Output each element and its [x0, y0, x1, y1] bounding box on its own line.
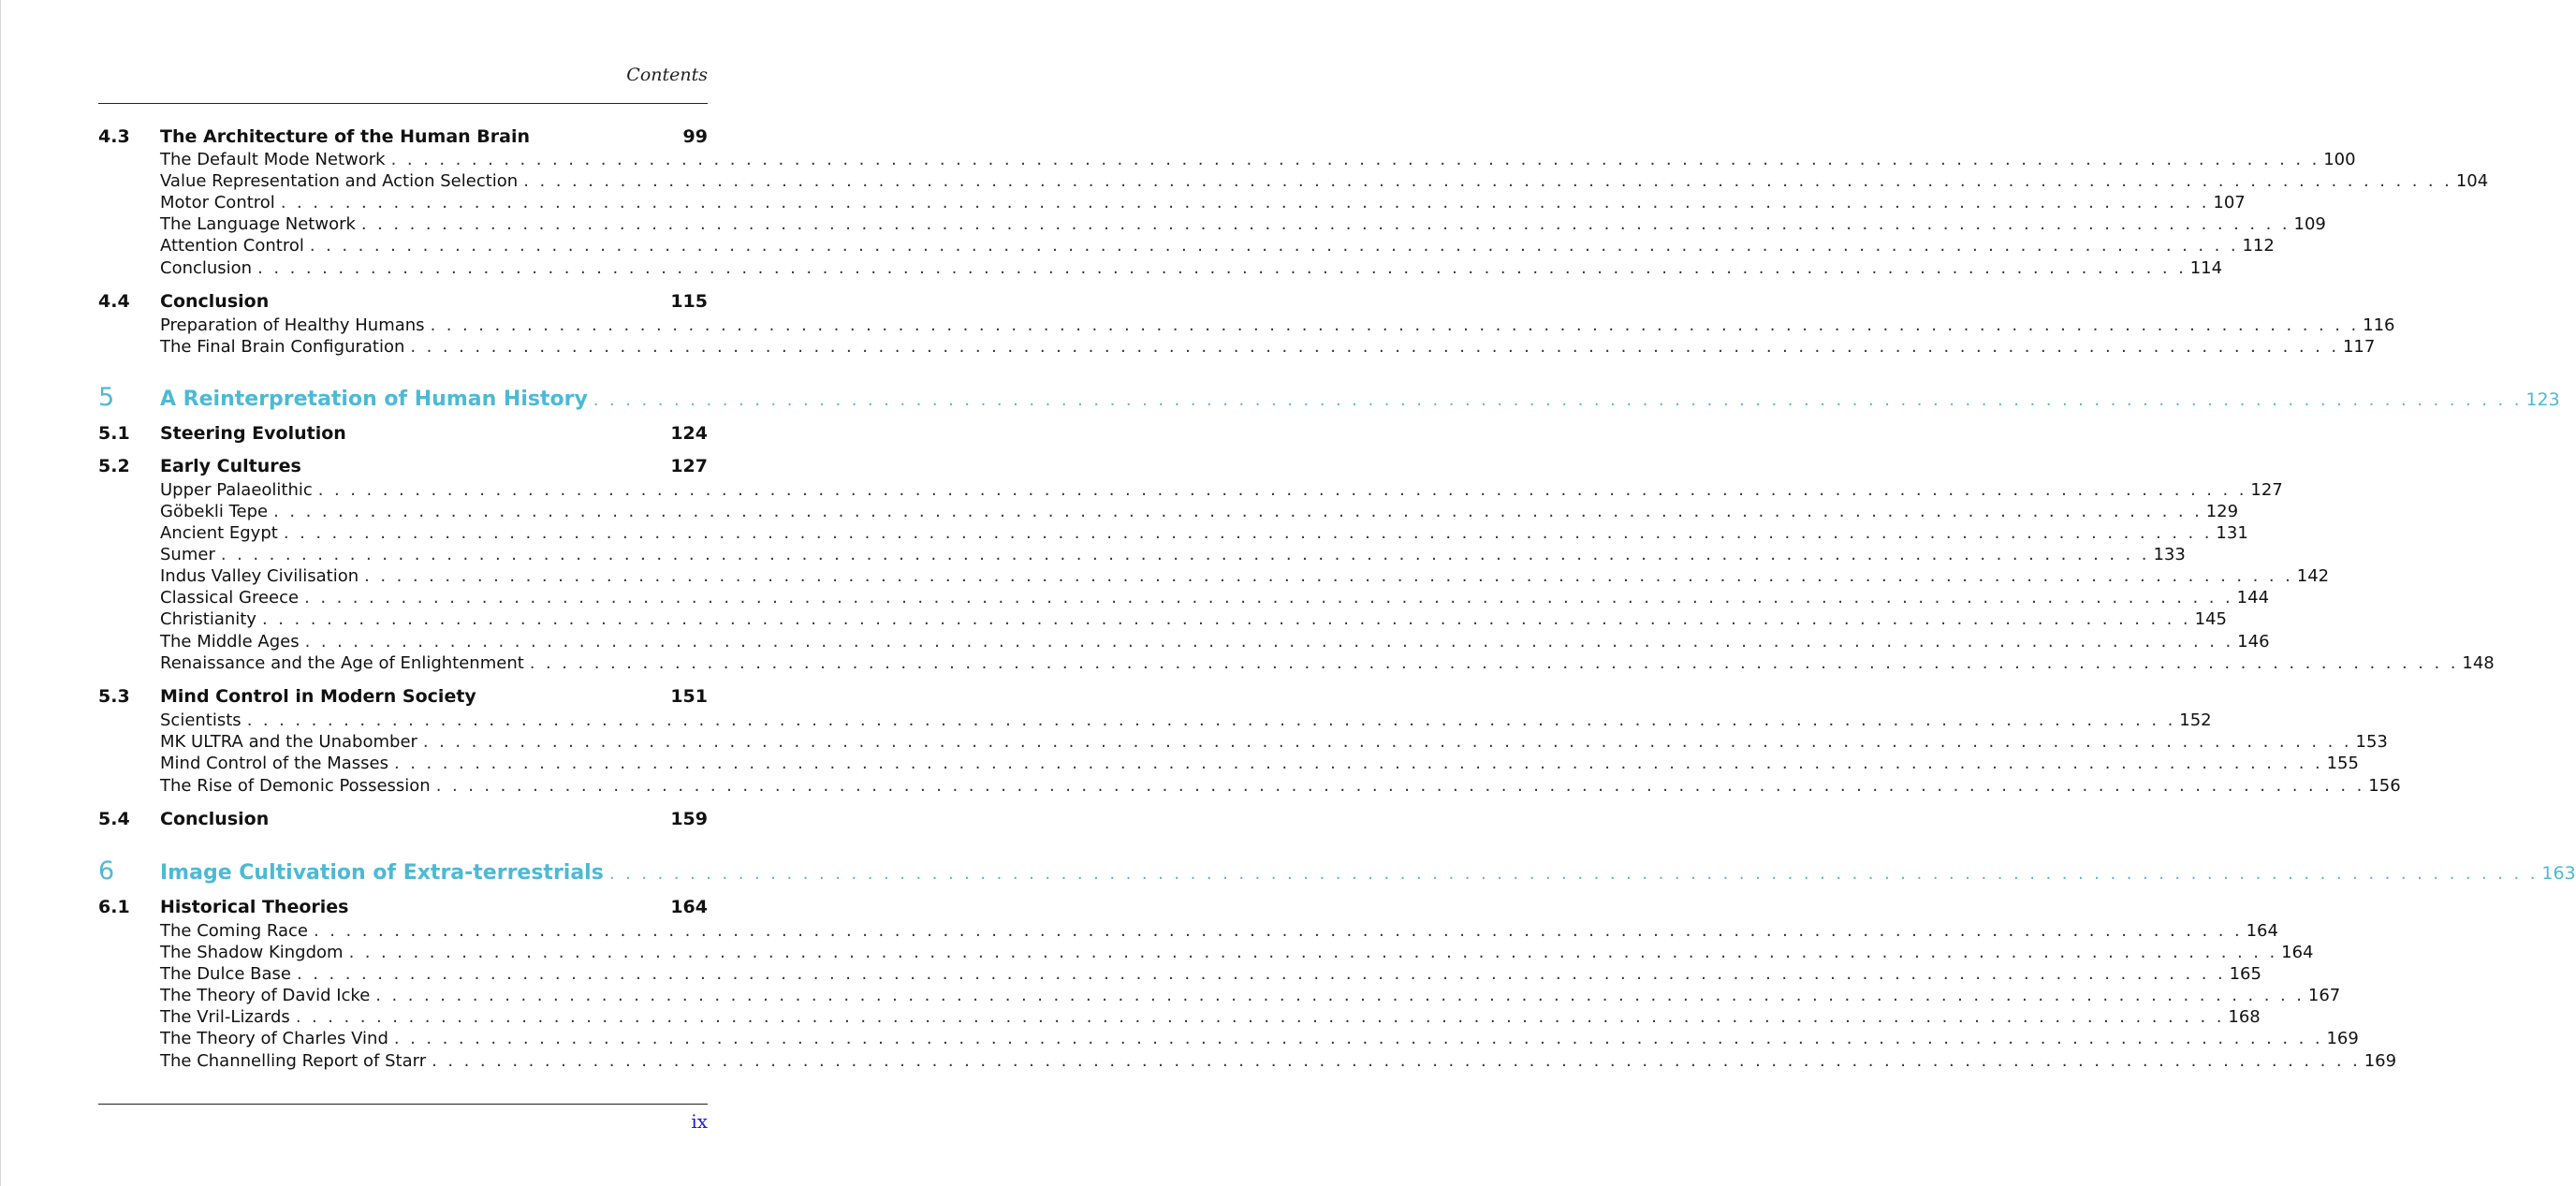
toc-sub-entry[interactable] [98, 632, 2270, 652]
entry-page-number: 123 [2525, 389, 2560, 410]
toc-sub-entry[interactable] [98, 150, 2356, 170]
entry-page-number: 133 [2153, 545, 2186, 564]
entry-title: Mind Control of the Masses [160, 754, 388, 773]
entry-page-number: 145 [2194, 609, 2227, 629]
toc-section-entry[interactable] [98, 455, 708, 477]
toc-chapter-entry[interactable] [98, 383, 2560, 412]
entry-page-number: 155 [2326, 754, 2359, 773]
entry-page-number: 116 [2363, 315, 2395, 335]
entry-title: The Vril-Lizards [160, 1007, 290, 1027]
entry-page-number: 159 [670, 809, 708, 829]
entry-page-number: 100 [2323, 150, 2356, 169]
dot-leader: . . . . . . . . . . . . . . . . . . . . . . . . . . . . . . . . . . . . . . . . . . . . . . . . . . . . . . . . . . . . . . . . . . . . . . . . . . . . . . . . . . . . . . . . . . . . . . . . . . . . . . . . . . . . . . . . . . . . . . . . [220, 545, 2150, 564]
entry-page-number: 163 [2541, 863, 2576, 884]
table-of-contents [1, 0, 2576, 1186]
toc-sub-entry[interactable] [98, 258, 2223, 279]
toc-sub-entry[interactable] [98, 964, 2261, 985]
dot-leader: . . . . . . . . . . . . . . . . . . . . . . . . . . . . . . . . . . . . . . . . . . . . . . . . . . . . . . . . . . . . . . . . . . . . . . . . . . . . . . . . . . . . . . . . . . . . . . . . . . . . . . . . . . . . . . . . . . . . . . . . [295, 1007, 2225, 1027]
entry-title: A Reinterpretation of Human History [160, 388, 588, 411]
entry-number: 5.1 [98, 423, 130, 444]
entry-page-number: 115 [670, 291, 708, 312]
entry-page-number: 117 [2342, 337, 2376, 357]
entry-title: Early Cultures [160, 456, 301, 476]
toc-sub-entry[interactable] [98, 1007, 2261, 1028]
dot-leader: . . . . . . . . . . . . . . . . . . . . . . . . . . . . . . . . . . . . . . . . . . . . . . . . . . . . . . . . . . . . . . . . . . . . . . . . . . . . . . . . . . . . . . . . . . . . . . . . . . . . . . . . . . . . . . . . . . . . . . . . [593, 390, 2523, 410]
entry-number: 4.4 [98, 291, 130, 312]
dot-leader: . . . . . . . . . . . . . . . . . . . . . . . . . . . . . . . . . . . . . . . . . . . . . . . . . . . . . . . . . . . . . . . . . . . . . . . . . . . . . . . . . . . . . . . . . . . . . . . . . . . . . . . . . . . . . . . . . . . . . . . . [435, 776, 2365, 796]
entry-title: Indus Valley Civilisation [160, 566, 359, 586]
entry-title: Göbekli Tepe [160, 502, 269, 521]
dot-leader: . . . . . . . . . . . . . . . . . . . . . . . . . . . . . . . . . . . . . . . . . . . . . . . . . . . . . . . . . . . . . . . . . . . . . . . . . . . . . . . . . . . . . . . . . . . . . . . . . . . . . . . . . . . . . . . . . . . . . . . . [257, 258, 2187, 278]
entry-title: The Dulce Base [160, 964, 291, 984]
toc-sub-entry[interactable] [98, 337, 2376, 358]
toc-sub-entry[interactable] [98, 943, 2314, 963]
dot-leader: . . . . . . . . . . . . . . . . . . . . . . . . . . . . . . . . . . . . . . . . . . . . . . . . . . . . . . . . . . . . . . . . . . . . . . . . . . . . . . . . . . . . . . . . . . . . . . . . . . . . . . . . . . . . . . . . . . . . . . . . [304, 588, 2233, 608]
entry-number: 6 [98, 857, 115, 886]
entry-page-number: 124 [670, 423, 708, 444]
entry-page-number: 167 [2307, 986, 2341, 1005]
entry-title: Renaissance and the Age of Enlightenment [160, 653, 524, 673]
entry-title: MK ULTRA and the Unabomber [160, 732, 417, 752]
entry-title: Conclusion [160, 291, 270, 312]
entry-title: Conclusion [160, 809, 270, 829]
entry-page-number: 148 [2462, 653, 2495, 673]
entry-title: The Coming Race [160, 921, 308, 941]
dot-leader: . . . . . . . . . . . . . . . . . . . . . . . . . . . . . . . . . . . . . . . . . . . . . . . . . . . . . . . . . . . . . . . . . . . . . . . . . . . . . . . . . . . . . . . . . . . . . . . . . . . . . . . . . . . . . . . . . . . . . . . . [523, 171, 2452, 191]
toc-section-entry[interactable] [98, 896, 708, 918]
toc-sub-entry[interactable] [98, 545, 2186, 565]
entry-page-number: 129 [2205, 502, 2239, 521]
toc-sub-entry[interactable] [98, 523, 2248, 544]
entry-title: Upper Palaeolithic [160, 480, 313, 500]
dot-leader: . . . . . . . . . . . . . . . . . . . . . . . . . . . . . . . . . . . . . . . . . . . . . . . . . . . . . . . . . . . . . . . . . . . . . . . . . . . . . . . . . . . . . . . . . . . . . . . . . . . . . . . . . . . . . . . . . . . . . . . . [304, 632, 2234, 652]
entry-page-number: 127 [670, 456, 708, 476]
entry-page-number: 144 [2236, 588, 2270, 608]
dot-leader: . . . . . . . . . . . . . . . . . . . . . . . . . . . . . . . . . . . . . . . . . . . . . . . . . . . . . . . . . . . . . . . . . . . . . . . . . . . . . . . . . . . . . . . . . . . . . . . . . . . . . . . . . . . . . . . . . . . . . . . . [432, 1051, 2361, 1071]
toc-sub-entry[interactable] [98, 609, 2227, 630]
toc-sub-entry[interactable] [98, 214, 2326, 235]
entry-title: The Middle Ages [160, 632, 300, 652]
entry-page-number: 146 [2237, 632, 2270, 652]
entry-page-number: 127 [2250, 480, 2283, 500]
toc-sub-entry[interactable] [98, 588, 2270, 608]
dot-leader: . . . . . . . . . . . . . . . . . . . . . . . . . . . . . . . . . . . . . . . . . . . . . . . . . . . . . . . . . . . . . . . . . . . . . . . . . . . . . . . . . . . . . . . . . . . . . . . . . . . . . . . . . . . . . . . . . . . . . . . . [283, 523, 2213, 543]
dot-leader: . . . . . . . . . . . . . . . . . . . . . . . . . . . . . . . . . . . . . . . . . . . . . . . . . . . . . . . . . . . . . . . . . . . . . . . . . . . . . . . . . . . . . . . . . . . . . . . . . . . . . . . . . . . . . . . . . . . . . . . . [430, 315, 2360, 335]
entry-title: Classical Greece [160, 588, 300, 608]
toc-sub-entry[interactable] [98, 236, 2275, 256]
entry-title: Steering Evolution [160, 423, 346, 444]
entry-number: 4.3 [98, 126, 130, 147]
entry-title: The Shadow Kingdom [160, 943, 344, 962]
entry-number: 5 [98, 383, 115, 412]
entry-title: The Rise of Demonic Possession [160, 776, 431, 796]
entry-title: The Theory of David Icke [160, 986, 371, 1005]
entry-page-number: 131 [2216, 523, 2248, 543]
toc-sub-entry[interactable] [98, 653, 2495, 674]
entry-page-number: 109 [2293, 214, 2326, 234]
entry-title: The Architecture of the Human Brain [160, 126, 531, 147]
entry-title: Sumer [160, 545, 215, 564]
dot-leader: . . . . . . . . . . . . . . . . . . . . . . . . . . . . . . . . . . . . . . . . . . . . . . . . . . . . . . . . . . . . . . . . . . . . . . . . . . . . . . . . . . . . . . . . . . . . . . . . . . . . . . . . . . . . . . . . . . . . . . . . [273, 502, 2203, 521]
dot-leader: . . . . . . . . . . . . . . . . . . . . . . . . . . . . . . . . . . . . . . . . . . . . . . . . . . . . . . . . . . . . . . . . . . . . . . . . . . . . . . . . . . . . . . . . . . . . . . . . . . . . . . . . . . . . . . . . . . . . . . . . [313, 921, 2243, 941]
toc-section-entry[interactable] [98, 290, 708, 313]
entry-title: Motor Control [160, 193, 275, 212]
entry-title: Scientists [160, 710, 242, 730]
toc-chapter-entry[interactable] [98, 857, 2576, 886]
toc-sub-entry[interactable] [98, 502, 2239, 522]
entry-page-number: 164 [670, 897, 708, 917]
toc-sub-entry[interactable] [98, 754, 2359, 774]
entry-title: The Channelling Report of Starr [160, 1051, 427, 1071]
entry-page-number: 153 [2355, 732, 2388, 752]
entry-page-number: 142 [2296, 566, 2330, 586]
entry-page-number: 169 [2326, 1029, 2359, 1048]
entry-title: The Default Mode Network [160, 150, 386, 169]
dot-leader: . . . . . . . . . . . . . . . . . . . . . . . . . . . . . . . . . . . . . . . . . . . . . . . . . . . . . . . . . . . . . . . . . . . . . . . . . . . . . . . . . . . . . . . . . . . . . . . . . . . . . . . . . . . . . . . . . . . . . . . . [297, 964, 2226, 984]
dot-leader: . . . . . . . . . . . . . . . . . . . . . . . . . . . . . . . . . . . . . . . . . . . . . . . . . . . . . . . . . . . . . . . . . . . . . . . . . . . . . . . . . . . . . . . . . . . . . . . . . . . . . . . . . . . . . . . . . . . . . . . . [608, 864, 2539, 884]
footer-rule [98, 1104, 708, 1105]
entry-title: The Language Network [160, 214, 356, 234]
entry-title: Ancient Egypt [160, 523, 278, 543]
entry-title: Christianity [160, 609, 256, 629]
dot-leader: . . . . . . . . . . . . . . . . . . . . . . . . . . . . . . . . . . . . . . . . . . . . . . . . . . . . . . . . . . . . . . . . . . . . . . . . . . . . . . . . . . . . . . . . . . . . . . . . . . . . . . . . . . . . . . . . . . . . . . . . [529, 653, 2459, 673]
entry-page-number: 151 [670, 686, 708, 707]
toc-section-entry[interactable] [98, 808, 708, 830]
dot-leader: . . . . . . . . . . . . . . . . . . . . . . . . . . . . . . . . . . . . . . . . . . . . . . . . . . . . . . . . . . . . . . . . . . . . . . . . . . . . . . . . . . . . . . . . . . . . . . . . . . . . . . . . . . . . . . . . . . . . . . . . [246, 710, 2176, 730]
entry-title: The Theory of Charles Vind [160, 1029, 388, 1048]
entry-title: Conclusion [160, 258, 253, 278]
dot-leader: . . . . . . . . . . . . . . . . . . . . . . . . . . . . . . . . . . . . . . . . . . . . . . . . . . . . . . . . . . . . . . . . . . . . . . . . . . . . . . . . . . . . . . . . . . . . . . . . . . . . . . . . . . . . . . . . . . . . . . . . [317, 480, 2247, 500]
entry-page-number: 112 [2242, 236, 2275, 256]
toc-sub-entry[interactable] [98, 710, 2212, 731]
toc-sub-entry[interactable] [98, 480, 2283, 501]
toc-section-entry[interactable] [98, 125, 708, 148]
dot-leader: . . . . . . . . . . . . . . . . . . . . . . . . . . . . . . . . . . . . . . . . . . . . . . . . . . . . . . . . . . . . . . . . . . . . . . . . . . . . . . . . . . . . . . . . . . . . . . . . . . . . . . . . . . . . . . . . . . . . . . . . [280, 193, 2210, 212]
entry-page-number: 168 [2228, 1007, 2261, 1027]
toc-sub-entry[interactable] [98, 986, 2341, 1006]
toc-sub-entry[interactable] [98, 171, 2489, 192]
entry-page-number: 169 [2364, 1051, 2397, 1071]
dot-leader: . . . . . . . . . . . . . . . . . . . . . . . . . . . . . . . . . . . . . . . . . . . . . . . . . . . . . . . . . . . . . . . . . . . . . . . . . . . . . . . . . . . . . . . . . . . . . . . . . . . . . . . . . . . . . . . . . . . . . . . . [390, 150, 2320, 169]
entry-number: 5.3 [98, 686, 130, 707]
entry-title: Mind Control in Modern Society [160, 686, 476, 707]
dot-leader: . . . . . . . . . . . . . . . . . . . . . . . . . . . . . . . . . . . . . . . . . . . . . . . . . . . . . . . . . . . . . . . . . . . . . . . . . . . . . . . . . . . . . . . . . . . . . . . . . . . . . . . . . . . . . . . . . . . . . . . . [410, 337, 2339, 357]
toc-sub-entry[interactable] [98, 921, 2278, 942]
page-number: ix [691, 1110, 708, 1133]
entry-title: Preparation of Healthy Humans [160, 315, 425, 335]
dot-leader: . . . . . . . . . . . . . . . . . . . . . . . . . . . . . . . . . . . . . . . . . . . . . . . . . . . . . . . . . . . . . . . . . . . . . . . . . . . . . . . . . . . . . . . . . . . . . . . . . . . . . . . . . . . . . . . . . . . . . . . . [261, 609, 2191, 629]
dot-leader: . . . . . . . . . . . . . . . . . . . . . . . . . . . . . . . . . . . . . . . . . . . . . . . . . . . . . . . . . . . . . . . . . . . . . . . . . . . . . . . . . . . . . . . . . . . . . . . . . . . . . . . . . . . . . . . . . . . . . . . . [348, 943, 2278, 962]
entry-title: Historical Theories [160, 897, 349, 917]
entry-page-number: 164 [2281, 943, 2314, 962]
toc-sub-entry[interactable] [98, 193, 2246, 213]
entry-number: 6.1 [98, 897, 130, 917]
toc-sub-entry[interactable] [98, 732, 2388, 753]
toc-section-entry[interactable] [98, 685, 708, 708]
dot-leader: . . . . . . . . . . . . . . . . . . . . . . . . . . . . . . . . . . . . . . . . . . . . . . . . . . . . . . . . . . . . . . . . . . . . . . . . . . . . . . . . . . . . . . . . . . . . . . . . . . . . . . . . . . . . . . . . . . . . . . . . [375, 986, 2305, 1005]
dot-leader: . . . . . . . . . . . . . . . . . . . . . . . . . . . . . . . . . . . . . . . . . . . . . . . . . . . . . . . . . . . . . . . . . . . . . . . . . . . . . . . . . . . . . . . . . . . . . . . . . . . . . . . . . . . . . . . . . . . . . . . . [360, 214, 2291, 234]
dot-leader: . . . . . . . . . . . . . . . . . . . . . . . . . . . . . . . . . . . . . . . . . . . . . . . . . . . . . . . . . . . . . . . . . . . . . . . . . . . . . . . . . . . . . . . . . . . . . . . . . . . . . . . . . . . . . . . . . . . . . . . . [422, 732, 2352, 752]
toc-sub-entry[interactable] [98, 1051, 2397, 1072]
entry-page-number: 99 [682, 126, 708, 147]
dot-leader: . . . . . . . . . . . . . . . . . . . . . . . . . . . . . . . . . . . . . . . . . . . . . . . . . . . . . . . . . . . . . . . . . . . . . . . . . . . . . . . . . . . . . . . . . . . . . . . . . . . . . . . . . . . . . . . . . . . . . . . . [393, 754, 2323, 773]
entry-title: The Final Brain Configuration [160, 337, 405, 357]
entry-title: Attention Control [160, 236, 304, 256]
entry-page-number: 164 [2246, 921, 2278, 941]
entry-title: Value Representation and Action Selection [160, 171, 519, 191]
entry-title: Image Cultivation of Extra-terrestrials [160, 861, 604, 885]
entry-page-number: 165 [2229, 964, 2261, 984]
toc-sub-entry[interactable] [98, 315, 2395, 336]
dot-leader: . . . . . . . . . . . . . . . . . . . . . . . . . . . . . . . . . . . . . . . . . . . . . . . . . . . . . . . . . . . . . . . . . . . . . . . . . . . . . . . . . . . . . . . . . . . . . . . . . . . . . . . . . . . . . . . . . . . . . . . . [393, 1029, 2323, 1048]
entry-number: 5.2 [98, 456, 130, 476]
dot-leader: . . . . . . . . . . . . . . . . . . . . . . . . . . . . . . . . . . . . . . . . . . . . . . . . . . . . . . . . . . . . . . . . . . . . . . . . . . . . . . . . . . . . . . . . . . . . . . . . . . . . . . . . . . . . . . . . . . . . . . . . [309, 236, 2239, 256]
entry-number: 5.4 [98, 809, 130, 829]
toc-sub-entry[interactable] [98, 1029, 2359, 1049]
dot-leader: . . . . . . . . . . . . . . . . . . . . . . . . . . . . . . . . . . . . . . . . . . . . . . . . . . . . . . . . . . . . . . . . . . . . . . . . . . . . . . . . . . . . . . . . . . . . . . . . . . . . . . . . . . . . . . . . . . . . . . . . [364, 566, 2293, 586]
entry-page-number: 152 [2179, 710, 2212, 730]
toc-sub-entry[interactable] [98, 566, 2330, 587]
running-header: Contents [626, 65, 708, 85]
entry-page-number: 107 [2213, 193, 2246, 212]
toc-section-entry[interactable] [98, 422, 708, 445]
toc-sub-entry[interactable] [98, 776, 2401, 797]
entry-page-number: 114 [2189, 258, 2223, 278]
entry-page-number: 156 [2368, 776, 2401, 796]
entry-page-number: 104 [2455, 171, 2489, 191]
